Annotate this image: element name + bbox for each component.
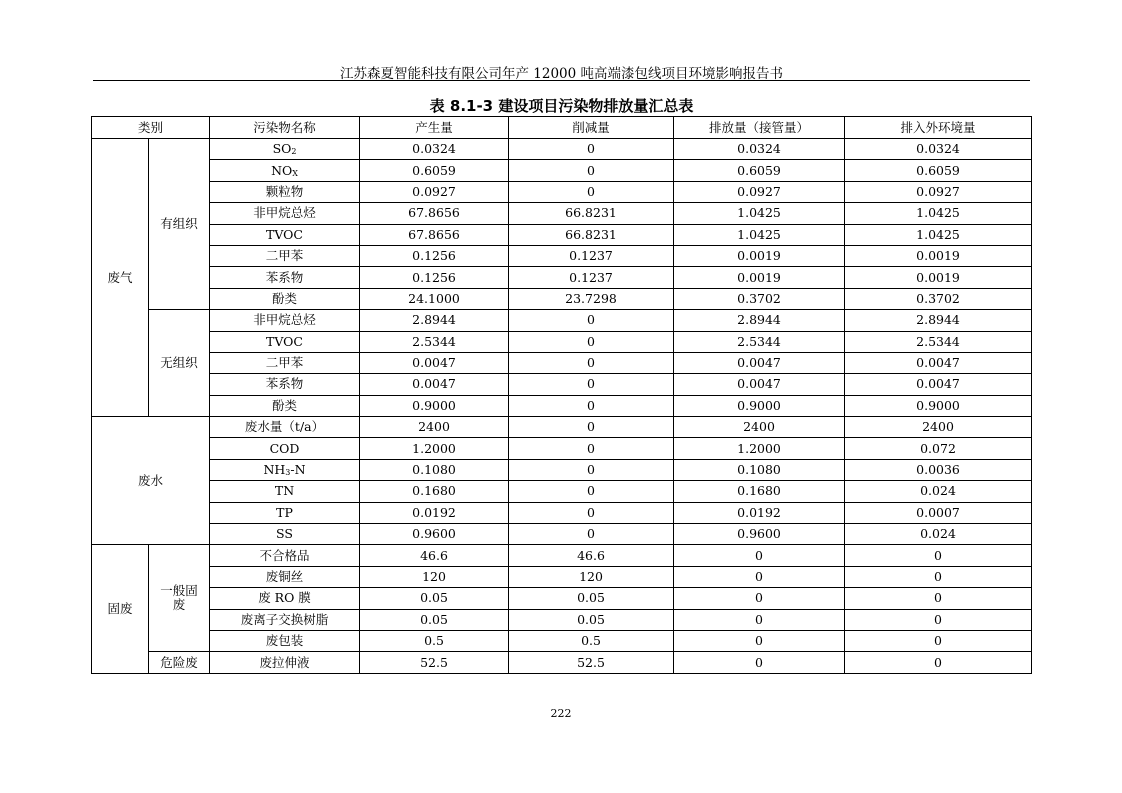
value-reduced: 120 [509,566,674,587]
value-produced: 0.05 [360,609,509,630]
value-external: 0.0019 [845,267,1032,288]
value-reduced: 0 [509,331,674,352]
value-produced: 0.0324 [360,139,509,160]
table-row [92,630,1032,651]
pollutant-name: TN [210,481,360,502]
value-produced: 0.9600 [360,524,509,545]
value-discharged: 0.0047 [674,352,845,373]
col-header-discharged: 排放量（接管量） [674,117,845,139]
table-row [92,374,1032,395]
pollutant-name-subscript: 2 [291,147,297,157]
pollutant-name: 酚类 [210,395,360,416]
table-row [92,203,1032,224]
value-reduced: 0 [509,502,674,523]
value-external: 0.0047 [845,374,1032,395]
col-header-category: 类别 [92,117,210,139]
pollutant-name: 酚类 [210,288,360,309]
value-produced: 0.0927 [360,181,509,202]
value-reduced: 0 [509,417,674,438]
col-header-reduced: 削减量 [509,117,674,139]
value-reduced: 0 [509,395,674,416]
value-external: 0.024 [845,524,1032,545]
pollutant-name: SS [210,524,360,545]
value-reduced: 66.8231 [509,224,674,245]
pollutant-name-subscript: 3 [285,468,291,478]
value-produced: 24.1000 [360,288,509,309]
value-discharged: 0.6059 [674,160,845,181]
value-reduced: 23.7298 [509,288,674,309]
pollutant-name: 废包装 [210,630,360,651]
pollutant-name: TVOC [210,331,360,352]
value-external: 2400 [845,417,1032,438]
value-external: 0.0019 [845,245,1032,266]
value-discharged: 0.9000 [674,395,845,416]
value-produced: 0.1256 [360,245,509,266]
value-reduced: 0 [509,160,674,181]
col-header-external: 排入外环境量 [845,117,1032,139]
pollutant-name-suffix: -N [290,462,306,478]
col-header-produced: 产生量 [360,117,509,139]
category-cell: 废气 [92,139,149,417]
value-external: 0.0047 [845,352,1032,373]
value-produced: 0.9000 [360,395,509,416]
value-external: 1.0425 [845,224,1032,245]
pollutant-name: 二甲苯 [210,245,360,266]
table-title: 表 8.1-3 建设项目污染物排放量汇总表 [429,97,694,115]
value-reduced: 66.8231 [509,203,674,224]
subcategory-cell: 危险废 [149,652,210,673]
pollutant-name-subscript: X [292,168,298,178]
table-row [92,417,1032,438]
pollutant-name: 废 RO 膜 [210,588,360,609]
subcategory-cell: 无组织 [149,310,210,417]
value-produced: 46.6 [360,545,509,566]
value-discharged: 0 [674,588,845,609]
pollutant-name: COD [210,438,360,459]
value-external: 2.8944 [845,310,1032,331]
value-discharged: 1.0425 [674,224,845,245]
table-row [92,181,1032,202]
value-produced: 0.0047 [360,374,509,395]
value-discharged: 0.1680 [674,481,845,502]
table-row [92,481,1032,502]
table-row [92,288,1032,309]
value-reduced: 0 [509,352,674,373]
table-row [92,652,1032,673]
pollutant-name-main: NO [271,162,293,178]
value-reduced: 46.6 [509,545,674,566]
table-row [92,609,1032,630]
table-row [92,502,1032,523]
pollutant-name-main: SO [272,141,292,157]
pollutant-name: 颗粒物 [210,181,360,202]
value-discharged: 0 [674,652,845,673]
value-discharged: 1.2000 [674,438,845,459]
value-external: 0 [845,630,1032,651]
table-row [92,352,1032,373]
pollutant-name: TVOC [210,224,360,245]
table-row [92,139,1032,160]
table-row [92,160,1032,181]
value-discharged: 0 [674,545,845,566]
value-reduced: 0.5 [509,630,674,651]
value-reduced: 0 [509,374,674,395]
value-discharged: 2.8944 [674,310,845,331]
value-external: 0.3702 [845,288,1032,309]
value-produced: 0.1080 [360,459,509,480]
value-produced: 67.8656 [360,224,509,245]
pollutant-name: 非甲烷总烃 [210,203,360,224]
value-discharged: 0 [674,609,845,630]
table-row [92,545,1032,566]
value-external: 0 [845,566,1032,587]
subcategory-cell: 有组织 [149,139,210,310]
value-produced: 0.5 [360,630,509,651]
table-row [92,588,1032,609]
value-reduced: 0 [509,310,674,331]
table-row [92,224,1032,245]
value-produced: 2.5344 [360,331,509,352]
pollutant-emission-table [91,116,1032,674]
pollutant-name: 废铜丝 [210,566,360,587]
value-external: 0 [845,545,1032,566]
value-produced: 0.6059 [360,160,509,181]
value-external: 0.072 [845,438,1032,459]
value-external: 1.0425 [845,203,1032,224]
pollutant-name [210,459,360,480]
table-row [92,566,1032,587]
value-discharged: 2.5344 [674,331,845,352]
pollutant-name: 苯系物 [210,267,360,288]
value-reduced: 0 [509,181,674,202]
value-external: 0.0324 [845,139,1032,160]
pollutant-name: 不合格品 [210,545,360,566]
value-discharged: 2400 [674,417,845,438]
value-produced: 120 [360,566,509,587]
value-produced: 67.8656 [360,203,509,224]
pollutant-name: 非甲烷总烃 [210,310,360,331]
value-external: 0 [845,588,1032,609]
pollutant-name: TP [210,502,360,523]
pollutant-name: 废拉伸液 [210,652,360,673]
table-header-row [92,117,1032,139]
pollutant-name [210,160,360,181]
value-external: 0 [845,609,1032,630]
value-discharged: 0.3702 [674,288,845,309]
table-row [92,245,1032,266]
value-reduced: 0.05 [509,609,674,630]
value-produced: 1.2000 [360,438,509,459]
pollutant-name: 废水量（t/a） [210,417,360,438]
table-row [92,310,1032,331]
value-produced: 0.1256 [360,267,509,288]
page-number: 222 [550,707,572,720]
value-external: 0.0036 [845,459,1032,480]
pollutant-name: 苯系物 [210,374,360,395]
table-row [92,438,1032,459]
value-reduced: 0 [509,524,674,545]
table-row [92,459,1032,480]
col-header-pollutant: 污染物名称 [210,117,360,139]
value-produced: 0.05 [360,588,509,609]
value-discharged: 0.0047 [674,374,845,395]
category-cell: 固废 [92,545,149,673]
value-external: 0.0927 [845,181,1032,202]
value-external: 0 [845,652,1032,673]
value-discharged: 0.0019 [674,267,845,288]
value-reduced: 0.1237 [509,267,674,288]
value-produced: 0.0192 [360,502,509,523]
value-discharged: 0.0019 [674,245,845,266]
value-reduced: 0 [509,139,674,160]
value-discharged: 0.1080 [674,459,845,480]
value-produced: 2400 [360,417,509,438]
category-cell: 废水 [92,417,210,545]
value-produced: 2.8944 [360,310,509,331]
value-reduced: 0 [509,438,674,459]
value-external: 2.5344 [845,331,1032,352]
value-produced: 0.0047 [360,352,509,373]
pollutant-name: 二甲苯 [210,352,360,373]
value-discharged: 0.0192 [674,502,845,523]
value-discharged: 0.9600 [674,524,845,545]
subcategory-cell: 一般固废 [149,545,210,652]
value-discharged: 0 [674,566,845,587]
table-row [92,524,1032,545]
value-produced: 52.5 [360,652,509,673]
value-external: 0.024 [845,481,1032,502]
value-discharged: 0 [674,630,845,651]
value-discharged: 0.0927 [674,181,845,202]
header-rule [93,80,1030,81]
value-external: 0.6059 [845,160,1032,181]
value-reduced: 0.05 [509,588,674,609]
value-produced: 0.1680 [360,481,509,502]
value-external: 0.0007 [845,502,1032,523]
value-external: 0.9000 [845,395,1032,416]
table-row [92,395,1032,416]
value-discharged: 0.0324 [674,139,845,160]
document-header: 江苏森夏智能科技有限公司年产 12000 吨高端漆包线项目环境影响报告书 [339,66,784,82]
table-row [92,267,1032,288]
value-reduced: 0.1237 [509,245,674,266]
value-reduced: 0 [509,459,674,480]
pollutant-name: 废离子交换树脂 [210,609,360,630]
value-discharged: 1.0425 [674,203,845,224]
pollutant-name-main: NH [263,462,286,478]
value-reduced: 52.5 [509,652,674,673]
value-reduced: 0 [509,481,674,502]
table-row [92,331,1032,352]
pollutant-name [210,139,360,160]
